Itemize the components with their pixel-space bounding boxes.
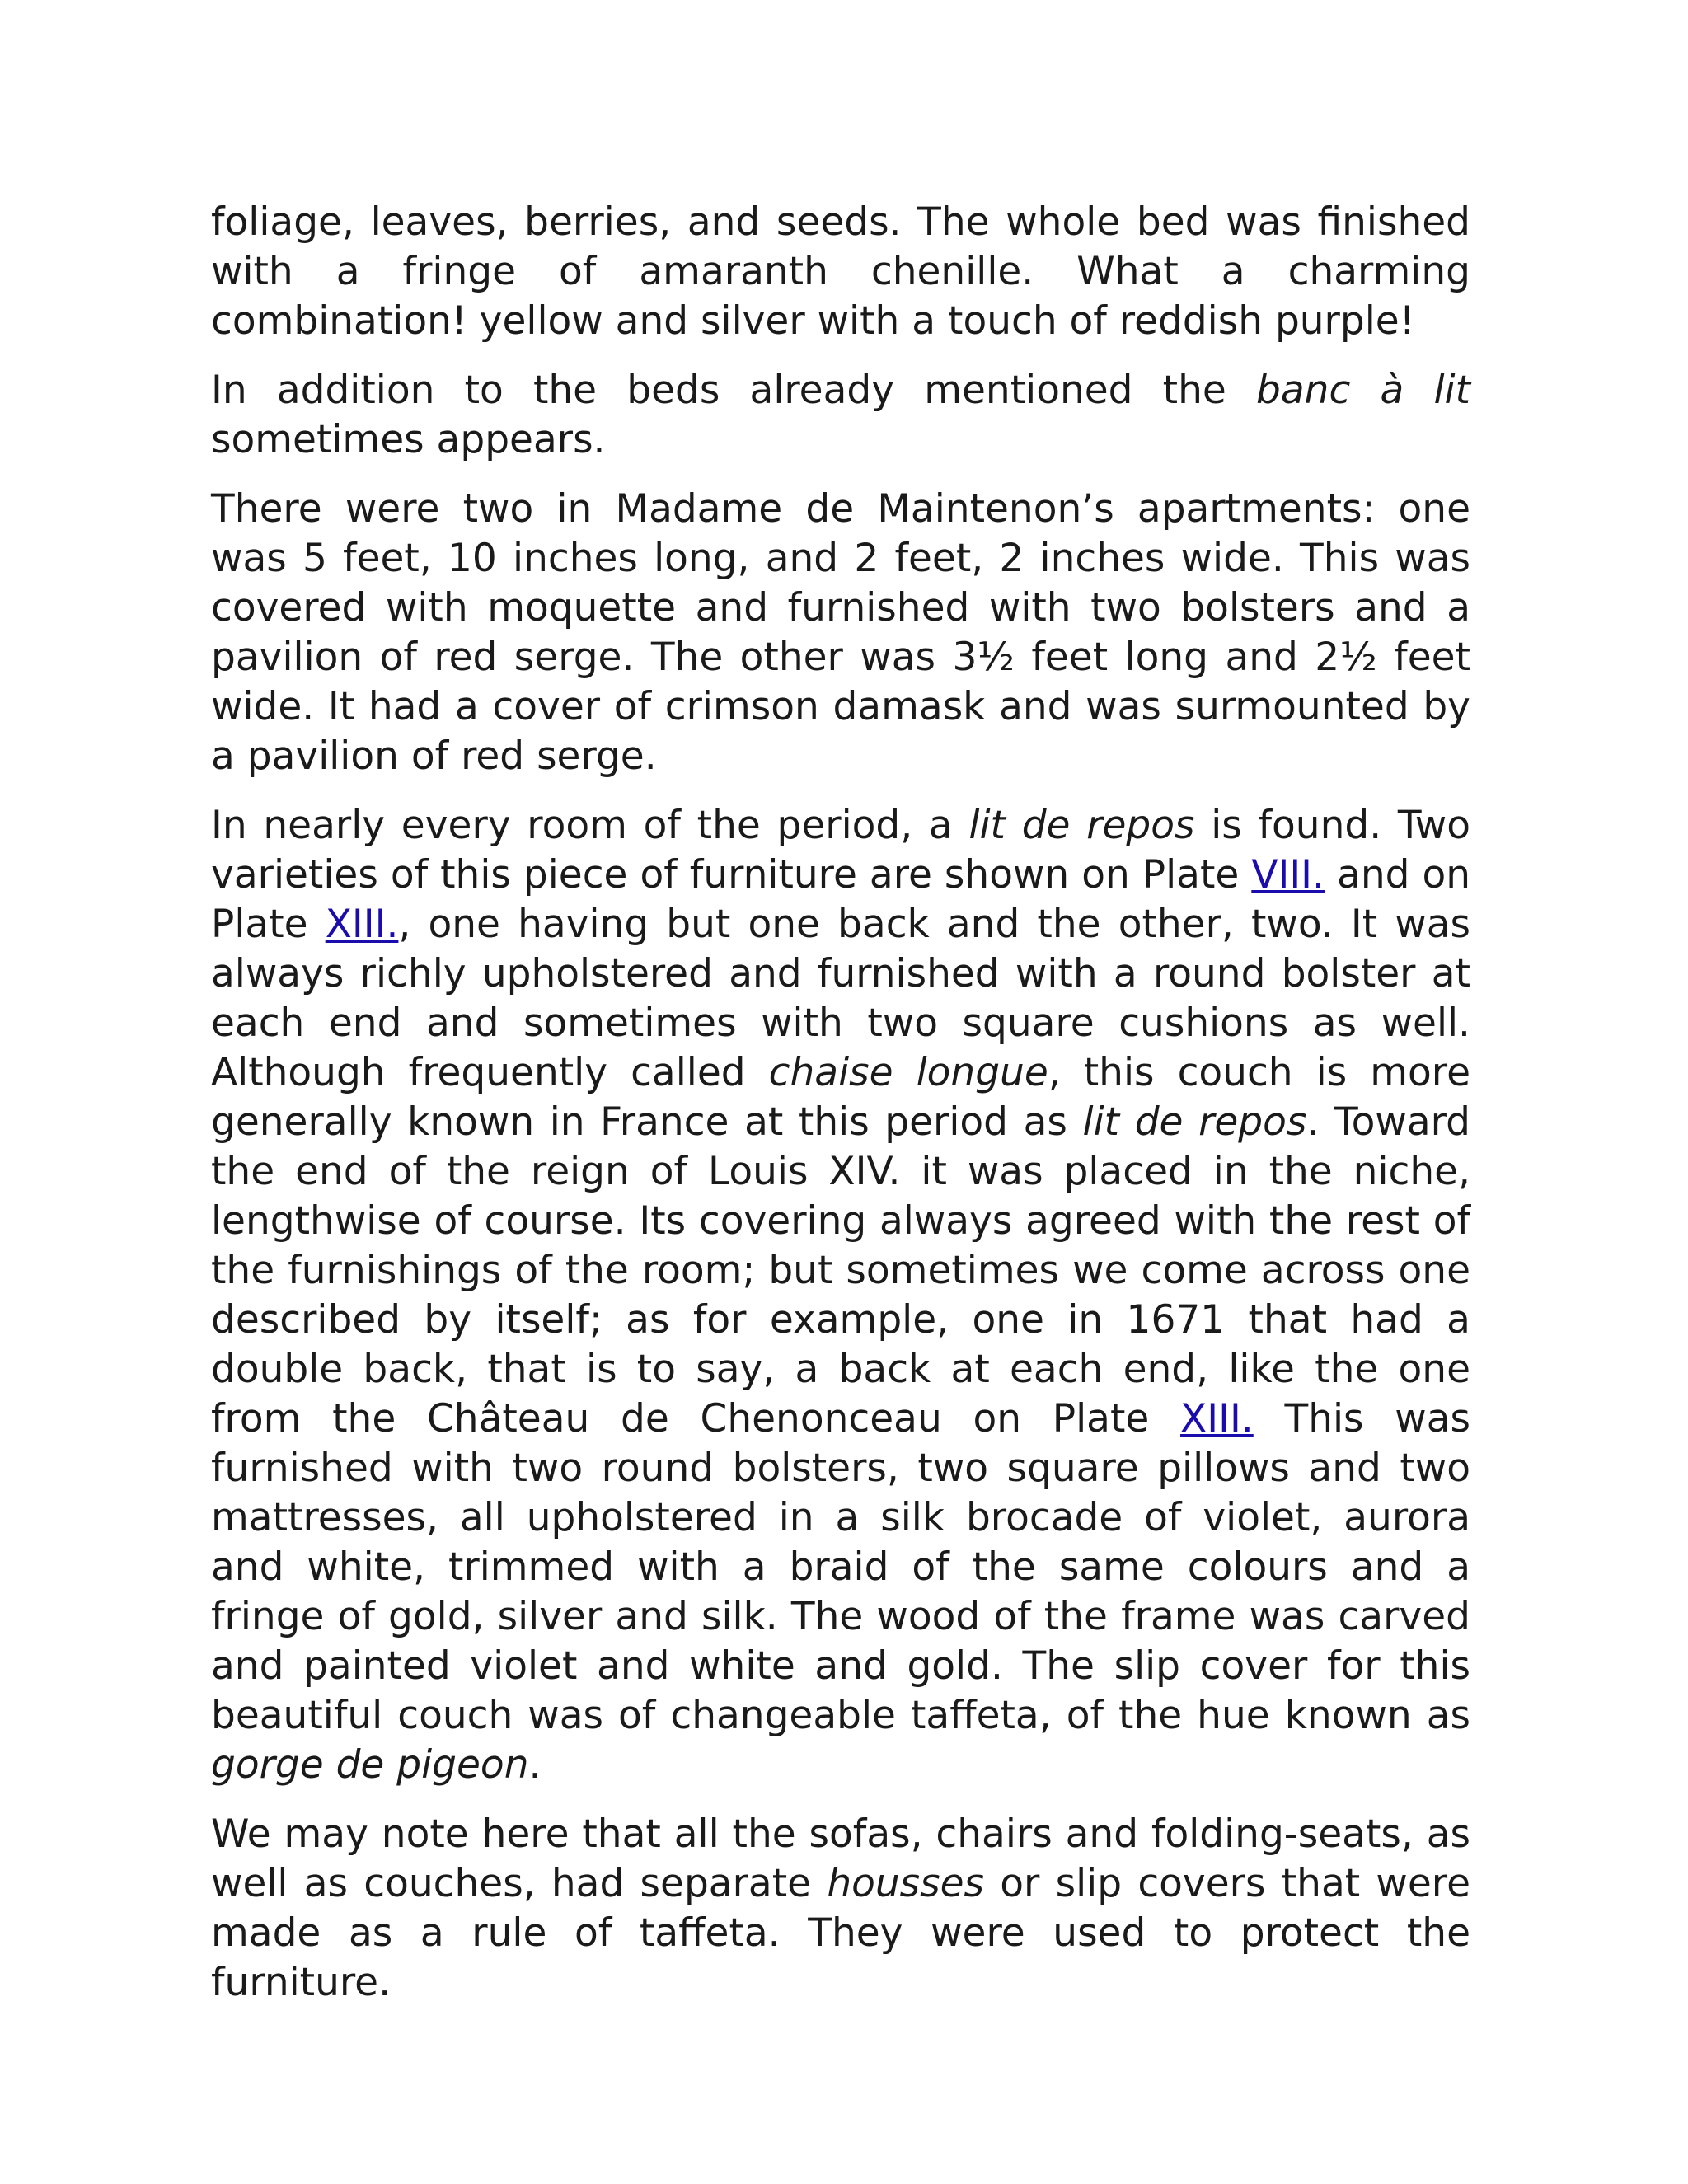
italic-term: lit de repos — [968, 803, 1195, 848]
text-segment: or slip covers that were made as a rule of taffeta. They were used to protect the furniture. — [211, 1861, 1470, 2005]
text-segment: This was furnished with two round bolsters, two square pillows and two mattresses, all upholstered in a silk brocade of violet, aurora and white, trimmed with a braid of the same colours and a fringe of gold, silver and silk. The wood of the frame was carved and painted violet and white and gold. The slip cover for this beautiful couch was of changeable taffeta, of the hue known as — [211, 1396, 1471, 1738]
link-plate-xiii-second[interactable]: XIII. — [1180, 1396, 1254, 1441]
text-segment: There were two in Madame de Maintenon’s apartments: one was 5 feet, 10 inches long, and 2 feet, 2 inches wide. This was covered with moquette and furnished with two bolsters and a pavilion of red serge. The other was 3½ feet long and 2½ feet wide. It had a cover of crimson damask and was surmounted by a pavilion of red serge. — [211, 486, 1470, 779]
text-segment: and on Plate — [211, 852, 1470, 947]
text-segment: , this couch is more generally known in France at this period as — [211, 1050, 1470, 1145]
text-segment: , one having but one back and the other, two. It was always richly upholstered and furnished with a round bolster at each end and sometimes with two square cushions as well. Although frequently called — [211, 902, 1470, 1095]
italic-term: gorge de pigeon — [211, 1742, 529, 1788]
link-plate-viii[interactable]: VIII. — [1251, 852, 1325, 898]
text-segment: In nearly every room of the period, a — [211, 803, 969, 848]
text-segment: is found. Two varieties of this piece of furniture are shown on Plate — [211, 803, 1470, 898]
paragraph-2 — [211, 366, 1470, 465]
paragraph-3 — [211, 485, 1470, 781]
text-segment: . — [528, 1742, 542, 1788]
paragraph-4 — [211, 801, 1470, 1790]
italic-term: banc à lit — [1256, 368, 1470, 413]
paragraph-5 — [211, 1810, 1470, 2008]
link-plate-xiii[interactable]: XIII. — [325, 902, 399, 947]
text-segment: sometimes appears. — [211, 417, 606, 462]
text-segment: In addition to the beds already mentioned the — [211, 368, 1257, 413]
page-body — [211, 198, 1470, 2027]
italic-term: housses — [827, 1861, 985, 1906]
text-segment: foliage, leaves, berries, and seeds. The whole bed was finished with a fringe of amaranth chenille. What a charming combination! yellow and silver with a touch of reddish purple! — [211, 199, 1470, 344]
italic-term: lit de repos — [1082, 1099, 1307, 1145]
text-segment: . Toward the end of the reign of Louis XIV. it was placed in the niche, lengthwise of course. Its covering always agreed with the rest of the furnishings of the room; but sometimes we come across one described by itself; as for example, one in 1671 that had a double back, that is to say, a back at each end, like the one from the Château de Chenonceau on Plate — [211, 1099, 1470, 1441]
text-segment: We may note here that all the sofas, chairs and folding-seats, as well as couches, had separate — [211, 1811, 1470, 1906]
italic-term: chaise longue — [768, 1050, 1048, 1095]
paragraph-1 — [211, 198, 1470, 346]
